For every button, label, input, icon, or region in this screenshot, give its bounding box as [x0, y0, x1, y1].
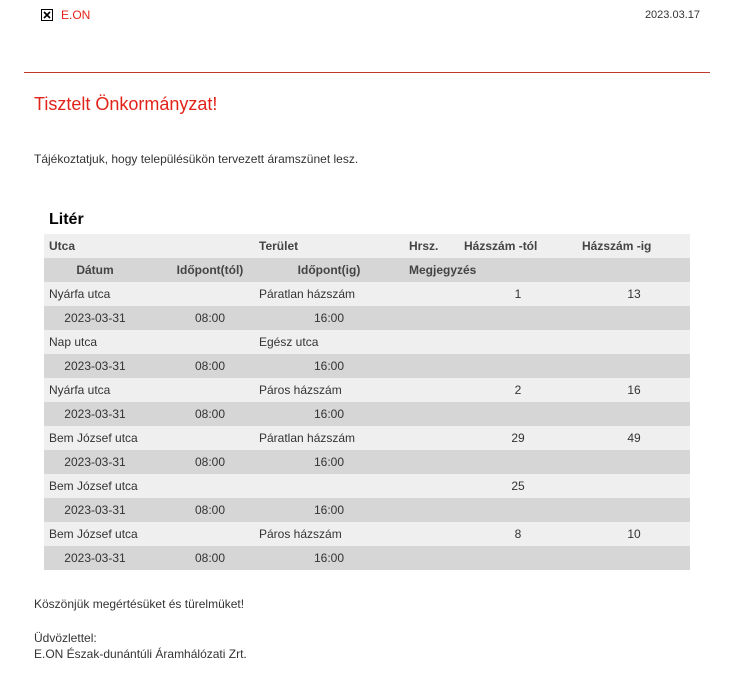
letter-date: 2023.03.17	[644, 9, 700, 21]
table-header-secondary	[44, 258, 690, 282]
cell-house-from: 29	[511, 431, 525, 445]
cell-area: Páros házszám	[259, 527, 342, 541]
logo-text: E.ON	[61, 8, 91, 22]
cell-time-from: 08:00	[194, 311, 226, 325]
cell-house-to: 16	[627, 383, 641, 397]
cell-house-from: 8	[514, 527, 522, 541]
col-note: Megjegyzés	[409, 263, 477, 277]
table-row-schedule	[44, 354, 690, 378]
cell-house-from: 25	[511, 479, 525, 493]
col-hrsz: Hrsz.	[409, 239, 439, 253]
cell-house-to: 10	[627, 527, 641, 541]
col-time-from: Időpont(tól)	[176, 263, 244, 277]
cell-street: Nap utca	[49, 335, 98, 349]
table-row-schedule	[44, 402, 690, 426]
table-row-schedule	[44, 546, 690, 570]
cell-street: Bem József utca	[49, 479, 138, 493]
broken-image-icon	[41, 9, 53, 21]
cell-area: Páratlan házszám	[259, 431, 356, 445]
cell-time-to: 16:00	[313, 407, 345, 421]
table-row-street	[44, 330, 690, 354]
cell-area: Egész utca	[259, 335, 319, 349]
col-house-to: Házszám -ig	[582, 239, 652, 253]
thanks-text: Köszönjük megértésüket és türelmüket!	[34, 597, 245, 611]
cell-time-to: 16:00	[313, 551, 345, 565]
table-row-street	[44, 282, 690, 306]
cell-house-from: 2	[514, 383, 522, 397]
cell-time-from: 08:00	[194, 503, 226, 517]
cell-time-from: 08:00	[194, 455, 226, 469]
town-title: Litér	[49, 211, 84, 228]
cell-street: Bem József utca	[49, 431, 138, 445]
table-row-street	[44, 378, 690, 402]
cell-time-from: 08:00	[194, 551, 226, 565]
cell-date: 2023-03-31	[64, 407, 126, 421]
cell-time-to: 16:00	[313, 359, 345, 373]
cell-date: 2023-03-31	[64, 551, 126, 565]
cell-date: 2023-03-31	[64, 503, 126, 517]
col-street: Utca	[49, 239, 76, 253]
col-date: Dátum	[76, 263, 114, 277]
cell-house-to: 49	[627, 431, 641, 445]
greeting: Tisztelt Önkormányzat!	[34, 94, 218, 114]
table-row-street	[44, 474, 690, 498]
table-header-primary	[44, 234, 690, 258]
cell-street: Nyárfa utca	[49, 287, 111, 301]
cell-area: Páratlan házszám	[259, 287, 356, 301]
col-time-to: Időpont(ig)	[297, 263, 361, 277]
intro-text: Tájékoztatjuk, hogy településükön tervezett áramszünet lesz.	[34, 152, 359, 166]
header-divider	[24, 72, 710, 73]
table-row-schedule	[44, 498, 690, 522]
col-house-from: Házszám -tól	[464, 239, 538, 253]
cell-date: 2023-03-31	[64, 311, 126, 325]
cell-date: 2023-03-31	[64, 359, 126, 373]
logo	[41, 8, 90, 22]
cell-time-to: 16:00	[313, 503, 345, 517]
col-area: Terület	[259, 239, 299, 253]
cell-time-to: 16:00	[313, 311, 345, 325]
table-row-street	[44, 522, 690, 546]
email-header	[0, 0, 730, 72]
table-body	[44, 282, 690, 570]
cell-street: Bem József utca	[49, 527, 138, 541]
cell-house-to: 13	[627, 287, 641, 301]
company-name: E.ON Észak-dunántúli Áramhálózati Zrt.	[34, 647, 247, 661]
outage-table	[44, 208, 690, 570]
table-row-schedule	[44, 306, 690, 330]
cell-house-from: 1	[514, 287, 522, 301]
cell-time-from: 08:00	[194, 359, 226, 373]
cell-area: Páros házszám	[259, 383, 342, 397]
cell-street: Nyárfa utca	[49, 383, 111, 397]
cell-date: 2023-03-31	[64, 455, 126, 469]
table-row-schedule	[44, 450, 690, 474]
cell-time-from: 08:00	[194, 407, 226, 421]
cell-time-to: 16:00	[313, 455, 345, 469]
table-row-street	[44, 426, 690, 450]
regards-text: Üdvözlettel:	[34, 631, 97, 645]
